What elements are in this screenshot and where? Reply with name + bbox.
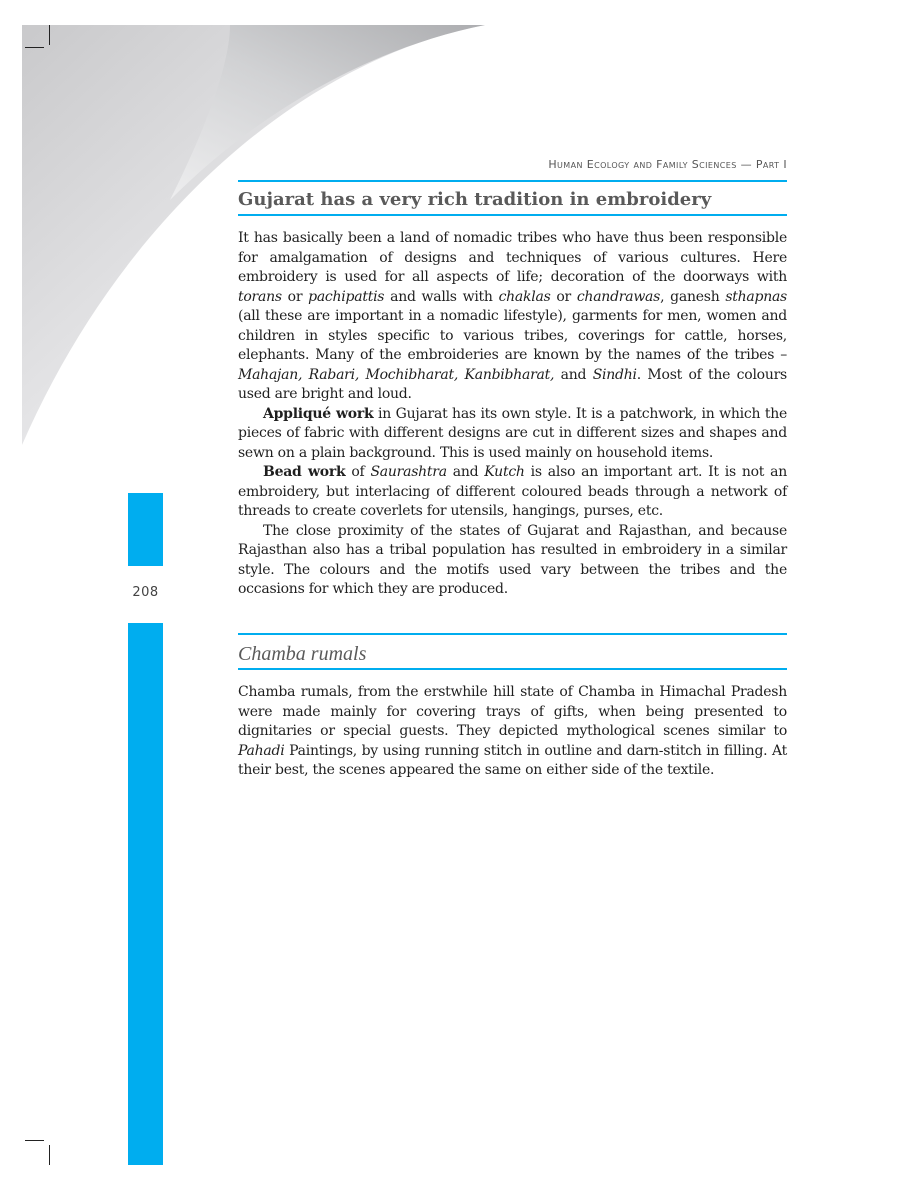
section-rule-top [238, 633, 787, 635]
crop-mark-top-horizontal [25, 47, 44, 48]
running-header: Human Ecology and Family Sciences — Part I [548, 158, 787, 171]
margin-bar-bottom [128, 623, 163, 1165]
section-body-chamba [238, 683, 787, 781]
crop-mark-bottom-horizontal [25, 1140, 44, 1141]
paragraph-bead-work: Bead work of Saurashtra and Kutch is also an important art. It is not an embroidery, but interlacing of different coloured beads through a network of threads to create coverlets for utensils, hangings, purses, etc. [238, 464, 787, 519]
crop-mark-top-vertical [49, 25, 50, 45]
header-rule [238, 180, 787, 182]
paragraph: It has basically been a land of nomadic tribes who have thus been responsible for amalgamation of designs and techniques of various cultures. Here embroidery is used for all aspects of life; decoration of the doorways with torans or pachipattis and walls with chaklas or chandrawas, ganesh sthapnas (all these are important in a nomadic lifestyle), garments for men, women and children in styles specific to various tribes, coverings for cattle, horses, elephants. Many of the embroideries are known by the names of the tribes – Mahajan, Rabari, Mochibharat, Kanbibharat, and Sindhi. Most of the colours used are bright and loud. [238, 230, 787, 402]
heading-underline [238, 214, 787, 216]
heading-underline [238, 668, 787, 670]
margin-bar-top [128, 493, 163, 566]
paragraph: Chamba rumals, from the erstwhile hill state of Chamba in Himachal Pradesh were made mainly for covering trays of gifts, when being presented to dignitaries or special guests. They depicted mythological scenes similar to Pahadi Paintings, by using running stitch in outline and darn-stitch in filling. At their best, the scenes appeared the same on either side of the textile. [238, 684, 787, 778]
section-body-gujarat [238, 229, 787, 600]
paragraph-applique: Appliqué work in Gujarat has its own style. It is a patchwork, in which the pieces of fabric with different designs are cut in different sizes and shapes and sewn on a plain background. This is used mainly on household items. [238, 405, 787, 461]
crop-mark-bottom-vertical [49, 1145, 50, 1165]
section-heading-chamba: Chamba rumals [238, 643, 367, 665]
paragraph-proximity: The close proximity of the states of Gujarat and Rajasthan, and because Rajasthan also has a tribal population has resulted in embroidery in a similar style. The colours and the motifs used vary between the tribes and the occasions for which they are produced. [238, 522, 787, 597]
page-number: 208 [132, 585, 159, 600]
section-heading-gujarat: Gujarat has a very rich tradition in embroidery [238, 189, 712, 210]
